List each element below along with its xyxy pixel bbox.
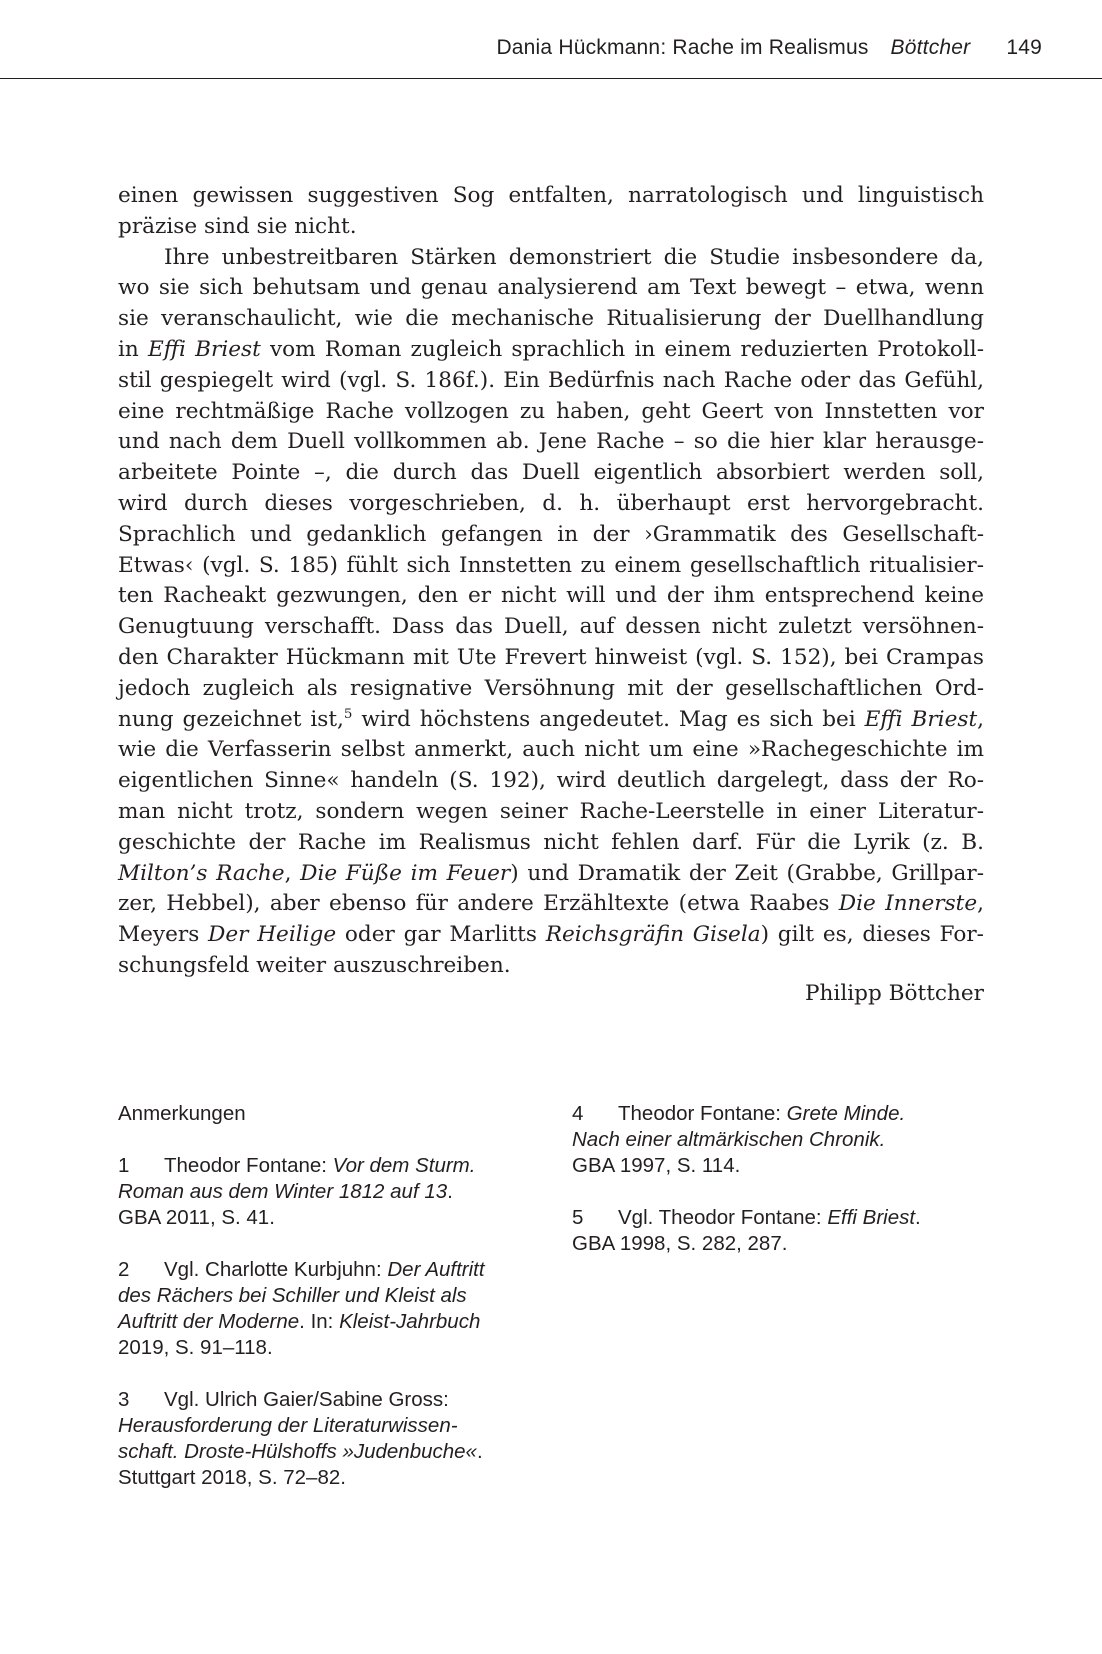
italic-title: Roman aus dem Winter 1812 auf 13 <box>118 1180 448 1203</box>
paragraph-2 <box>118 243 984 982</box>
header-rule <box>0 78 1102 79</box>
footnote-line: GBA 1997, S. 114. <box>572 1154 741 1177</box>
notes-list-left <box>118 1153 538 1491</box>
text-line: schungsfeld weiter auszuschreiben. <box>118 952 511 978</box>
text-line: jedoch zugleich als resignative Versöhnung mit der gesellschaftlichen Ord- <box>118 675 984 701</box>
text-line: präzise sind sie nicht. <box>118 213 357 239</box>
text-line: eigentlichen Sinne« handeln (S. 192), wird deutlich dargelegt, dass der Ro- <box>118 768 984 794</box>
running-head <box>496 36 1042 60</box>
notes-heading: Anmerkungen <box>118 1102 246 1125</box>
text-line: einen gewissen suggestiven Sog entfalten, narratologisch und linguistisch <box>118 183 984 208</box>
footnote-line <box>118 1283 538 1309</box>
text-line: wird durch dieses vorgeschrieben, d. h. überhaupt erst hervorgebracht. <box>118 490 984 516</box>
text-line: arbeitete Pointe –, die durch das Duell eigentlich absorbiert werden soll, <box>118 460 984 486</box>
italic-title: Effi Briest <box>864 706 978 732</box>
text-line: Meyers Der Heilige oder gar Marlitts Reichsgräfin Gisela) gilt es, dieses For- <box>118 922 984 948</box>
page-number: 149 <box>1006 36 1042 59</box>
footnote-3 <box>118 1387 538 1491</box>
text-line: in Effi Briest vom Roman zugleich sprachlich in einem reduzierten Protokoll- <box>118 336 985 362</box>
footnote-number: 1 <box>118 1154 130 1177</box>
footnote-line: Stuttgart 2018, S. 72–82. <box>118 1466 346 1489</box>
footnote-number: 2 <box>118 1258 130 1281</box>
text-line: Genugtuung verschafft. Dass das Duell, auf dessen nicht zuletzt versöhnen- <box>118 614 984 640</box>
footnote-line: 2 Vgl. Charlotte Kurbjuhn: Der Auftritt <box>118 1258 485 1281</box>
footnote-4 <box>572 1101 992 1179</box>
footnote-2 <box>118 1257 538 1361</box>
italic-title: Effi Briest <box>827 1206 916 1229</box>
italic-title: Die Innerste <box>838 891 978 917</box>
footnote-number: 4 <box>572 1102 584 1125</box>
italic-title: Auftritt der Moderne <box>118 1310 300 1333</box>
footnote-1 <box>118 1153 538 1231</box>
italic-title: Der Auftritt <box>387 1258 485 1281</box>
notes-column-right <box>572 1101 992 1283</box>
footnote-number: 5 <box>572 1206 584 1229</box>
text-line: ten Racheakt gezwungen, den er nicht will und der ihm entsprechend keine <box>118 583 984 609</box>
italic-title: Herausforderung der Literaturwissen- <box>118 1414 458 1437</box>
text-line: stil gespiegelt wird (vgl. S. 186f.). Ein Bedürfnis nach Rache oder das Gefühl, <box>118 367 984 393</box>
italic-title: Reichsgräfin Gisela <box>545 922 761 948</box>
text-line: den Charakter Hückmann mit Ute Frevert hinweist (vgl. S. 152), bei Crampas <box>118 644 984 670</box>
footnote-number: 3 <box>118 1388 130 1411</box>
text-line: Etwas‹ (vgl. S. 185) fühlt sich Innstetten zu einem gesellschaftlich ritualisier- <box>118 552 984 578</box>
text-line: wo sie sich behutsam und genau analysierend am Text bewegt – etwa, wenn <box>118 275 984 301</box>
italic-title: Vor dem Sturm. <box>332 1154 476 1177</box>
main-text <box>118 181 984 982</box>
italic-title: Effi Briest <box>148 336 261 362</box>
footnote-line: Roman aus dem Winter 1812 auf 13. <box>118 1180 453 1203</box>
italic-title: schaft. Droste-Hülshoffs »Judenbuche« <box>118 1440 477 1463</box>
review-signature: Philipp Böttcher <box>805 981 984 1006</box>
text-line: zer, Hebbel), aber ebenso für andere Erzähltexte (etwa Raabes Die Innerste, <box>118 891 984 917</box>
text-line: wie die Verfasserin selbst anmerkt, auch nicht um eine »Rachegeschichte im <box>118 737 984 763</box>
notes-list-right <box>572 1101 992 1257</box>
text-line: Ihre unbestreitbaren Stärken demonstriert die Studie insbesondere da, <box>164 244 984 270</box>
paragraph-1 <box>118 181 984 243</box>
italic-title: Nach einer altmärkischen Chronik. <box>572 1128 886 1151</box>
notes-column-left <box>118 1101 538 1517</box>
footnote-line <box>572 1127 992 1153</box>
italic-title: Die Füße im Feuer <box>300 860 511 886</box>
footnote-line: 5 Vgl. Theodor Fontane: Effi Briest. <box>572 1206 921 1229</box>
italic-title: des Rächers bei Schiller und Kleist als <box>118 1284 467 1307</box>
italic-title: Kleist-Jahrbuch <box>339 1310 481 1333</box>
italic-title: Der Heilige <box>208 922 337 948</box>
footnote-line: GBA 1998, S. 282, 287. <box>572 1232 788 1255</box>
text-line: Sprachlich und gedanklich gefangen in der ›Grammatik des Gesellschaft- <box>118 521 984 547</box>
text-line: nung gezeichnet ist,$^5$ wird höchstens angedeutet. Mag es sich bei Effi Briest, <box>118 706 984 732</box>
italic-title: Grete Minde. <box>786 1102 906 1125</box>
footnote-reference: 5 <box>343 706 353 722</box>
footnote-5 <box>572 1205 992 1257</box>
footnote-line: 4 Theodor Fontane: Grete Minde. <box>572 1102 906 1125</box>
footnote-line: 1 Theodor Fontane: Vor dem Sturm. <box>118 1154 476 1177</box>
text-line: sie veranschaulicht, wie die mechanische Ritualisierung der Duellhandlung <box>118 306 984 332</box>
footnote-line: 2019, S. 91–118. <box>118 1336 273 1359</box>
italic-title: Milton’s Rache <box>118 860 285 886</box>
footnote-line: Auftritt der Moderne. In: Kleist-Jahrbuch <box>118 1310 481 1333</box>
text-line: und nach dem Duell vollkommen ab. Jene Rache – so die hier klar herausge- <box>118 429 984 455</box>
footnote-line: schaft. Droste-Hülshoffs »Judenbuche«. <box>118 1440 483 1463</box>
footnote-line: 3 Vgl. Ulrich Gaier/Sabine Gross: <box>118 1388 449 1411</box>
footnote-line: GBA 2011, S. 41. <box>118 1206 275 1229</box>
running-head-section: Böttcher <box>890 36 971 59</box>
footnote-line <box>118 1413 538 1439</box>
text-line: eine rechtmäßige Rache vollzogen zu haben, geht Geert von Innstetten vor <box>118 398 984 424</box>
text-line: Milton’s Rache, Die Füße im Feuer) und Dramatik der Zeit (Grabbe, Grillpar- <box>118 860 985 886</box>
text-line: man nicht trotz, sondern wegen seiner Rache-Leerstelle in einer Literatur- <box>118 798 984 824</box>
text-line: geschichte der Rache im Realismus nicht fehlen darf. Für die Lyrik (z. B. <box>118 829 984 855</box>
running-head-author-title: Dania Hückmann: Rache im Realismus <box>496 36 869 59</box>
